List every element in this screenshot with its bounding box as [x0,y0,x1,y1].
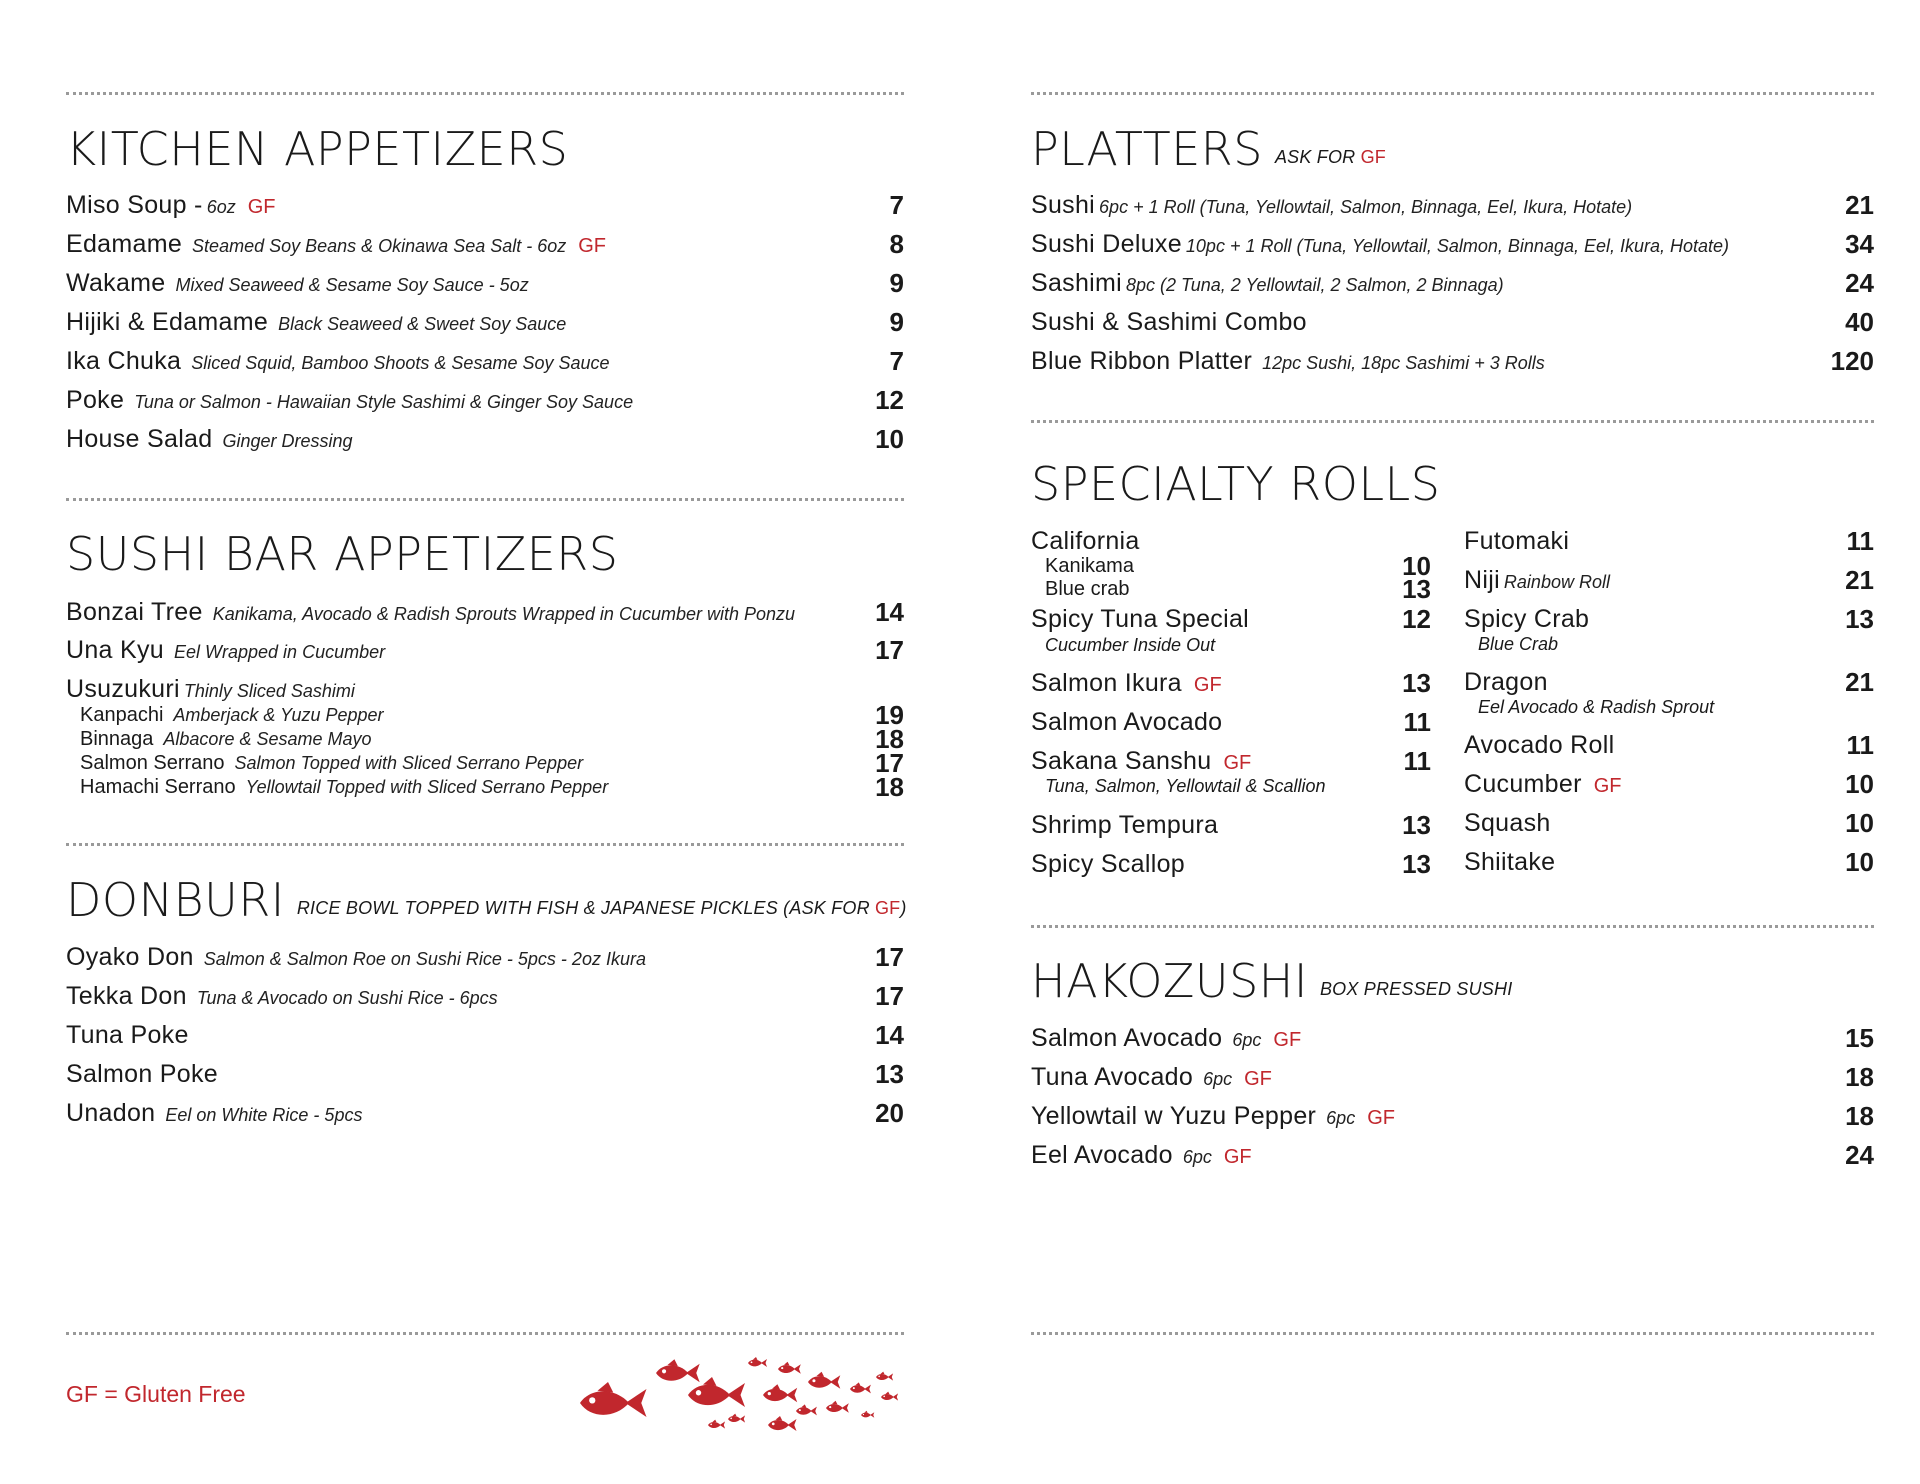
item-name: Eel Avocado [1031,1141,1173,1169]
divider [1031,925,1874,928]
gluten-free-legend: GF = Gluten Free [66,1381,246,1407]
item-price: 10 [1845,808,1874,838]
item-price: 21 [1845,565,1874,595]
item-price: 11 [1846,526,1874,556]
item-price: 14 [875,597,904,627]
menu-item [66,190,904,220]
item-price: 9 [889,268,904,298]
item-name: Dragon [1464,668,1548,696]
menu-item [1031,1101,1874,1131]
item-name: Futomaki [1464,527,1570,555]
divider [1031,1332,1874,1335]
item-name: Spicy Tuna Special [1031,605,1250,633]
item-note: Cucumber Inside Out [1045,635,1216,655]
item-name: Tekka Don [66,982,187,1010]
sub-item-price: 18 [875,772,904,802]
menu-item [1031,810,1431,840]
item-note: Eel Avocado & Radish Sprout [1478,697,1715,717]
fish-icon [796,1404,817,1415]
donburi-heading: DONBURI RICE BOWL TOPPED WITH FISH & JAPANESE PICKLES (ASK FOR GF) [66,873,907,927]
item-name: Cucumber [1464,770,1582,798]
item-name: Avocado Roll [1464,731,1615,759]
divider [66,1332,904,1335]
sub-item-desc: Albacore & Sesame Mayo [163,729,372,749]
sub-item-name: Blue crab [1045,578,1130,600]
item-desc: Mixed Seaweed & Sesame Soy Sauce - 5oz [175,275,529,295]
menu-item [1031,1023,1874,1053]
item-name: Ika Chuka [66,347,182,375]
item-name: California [1031,527,1140,555]
item-price: 13 [875,1059,904,1089]
item-desc: Salmon & Salmon Roe on Sushi Rice - 5pcs - 2oz Ikura [203,949,646,969]
item-price: 11 [1846,730,1874,760]
item-name: House Salad [66,425,213,453]
gf-marker: GF [1223,1146,1252,1168]
item-name: Blue Ribbon Platter [1031,347,1253,375]
menu-item [1031,229,1874,259]
item-price: 10 [875,424,904,454]
item-price: 17 [875,981,904,1011]
fish-icon [881,1392,898,1401]
menu-item [1031,1140,1874,1170]
item-price: 7 [889,190,904,220]
item-price: 12 [1402,604,1431,634]
sub-item-name: Hamachi Serrano [80,776,236,798]
fish-icon [708,1420,725,1429]
menu-item [1464,769,1874,799]
fish-icon [768,1416,797,1431]
sub-item-price: 18 [875,724,904,754]
menu-item [66,1020,904,1050]
gf-marker: GF [247,196,276,218]
specialty-rolls-heading: SPECIALTY ROLLS [1031,457,1441,511]
item-name: Bonzai Tree [66,598,203,626]
menu-item [66,1098,904,1128]
divider [66,843,904,846]
item-price: 24 [1845,1140,1874,1170]
fish-icon [656,1359,700,1382]
menu-item [66,268,904,298]
item-name: Shiitake [1464,848,1556,876]
kitchen-appetizers-heading: KITCHEN APPETIZERS [66,122,569,176]
item-desc: 6pc [1182,1147,1212,1167]
hakozushi-subtitle: BOX PRESSED SUSHI [1319,979,1513,999]
item-name: Edamame [66,230,183,258]
menu-item [1031,746,1431,776]
donburi-subtitle: RICE BOWL TOPPED WITH FISH & JAPANESE PICKLES (ASK FOR GF) [296,898,907,918]
menu-item [1031,1062,1874,1092]
menu-item [1464,604,1874,634]
divider [1031,92,1874,95]
menu-item [66,229,904,259]
item-desc: 6oz [206,197,236,217]
item-name: Squash [1464,809,1551,837]
fish-icon [763,1384,797,1402]
item-price: 9 [889,307,904,337]
item-desc: 8pc (2 Tuna, 2 Yellowtail, 2 Salmon, 2 Binnaga) [1126,275,1504,295]
item-name: Miso Soup - [66,191,203,219]
sub-item [80,748,904,778]
sub-item-price: 10 [1402,551,1431,581]
menu-item [1464,808,1874,838]
menu-item [1031,268,1874,298]
item-note: Blue Crab [1478,634,1559,654]
item-desc: Kanikama, Avocado & Radish Sprouts Wrapped in Cucumber with Ponzu [212,604,796,624]
item-price: 13 [1402,849,1431,879]
item-desc: 10pc + 1 Roll (Tuna, Yellowtail, Salmon, Binnaga, Eel, Ikura, Hotate) [1185,236,1730,256]
gf-marker: GF [1223,752,1252,774]
item-price: 13 [1402,668,1431,698]
menu-item [1464,667,1874,697]
item-price: 21 [1845,667,1874,697]
item-desc: 6pc [1203,1069,1233,1089]
menu-item [66,424,904,454]
sub-item-name: Salmon Serrano [80,752,225,774]
divider [66,498,904,501]
item-desc: Rainbow Roll [1503,572,1610,592]
platters-subtitle: ASK FOR GF [1274,147,1386,167]
sub-item [1045,574,1431,604]
menu-item [66,981,904,1011]
sub-item-name: Kanpachi [80,704,164,726]
item-price: 18 [1845,1062,1874,1092]
item-name: Yellowtail w Yuzu Pepper [1031,1102,1317,1130]
item-desc: Thinly Sliced Sashimi [183,681,355,701]
item-desc: 6pc [1232,1030,1262,1050]
item-name: Sakana Sanshu [1031,747,1212,775]
menu-item [1031,849,1431,879]
item-name: Una Kyu [66,636,164,664]
gf-marker: GF [1244,1068,1272,1090]
fish-icon [580,1382,647,1417]
menu-item [66,942,904,972]
item-price: 17 [875,942,904,972]
menu-item [1031,707,1431,737]
menu-item [66,385,904,415]
item-desc: Sliced Squid, Bamboo Shoots & Sesame Soy Sauce [191,353,610,373]
menu-item [66,1059,904,1089]
hakozushi-heading: HAKOZUSHI BOX PRESSED SUSHI [1031,954,1513,1008]
item-name: Niji [1464,566,1500,594]
item-desc: Tuna or Salmon - Hawaiian Style Sashimi & Ginger Soy Sauce [134,392,634,412]
fish-icon [728,1414,745,1423]
fish-icon [748,1357,767,1367]
item-desc: Black Seaweed & Sweet Soy Sauce [278,314,567,334]
sub-item [80,700,904,730]
item-name: Shrimp Tempura [1031,811,1219,839]
fish-school-icon [578,1355,904,1435]
sub-item-price: 19 [875,700,904,730]
menu-item [1031,190,1874,220]
item-name: Salmon Ikura [1031,669,1182,697]
sushi-bar-appetizers-heading: SUSHI BAR APPETIZERS [66,527,619,581]
item-price: 18 [1845,1101,1874,1131]
item-price: 20 [875,1098,904,1128]
item-desc: Eel on White Rice - 5pcs [165,1105,363,1125]
item-desc: Eel Wrapped in Cucumber [174,642,386,662]
menu-item [1464,526,1874,556]
item-name: Poke [66,386,125,414]
item-price: 10 [1845,769,1874,799]
divider [1031,420,1874,423]
item-name: Wakame [66,269,166,297]
fish-icon [688,1377,745,1407]
item-name: Unadon [66,1099,156,1127]
gf-marker: GF [1367,1107,1395,1129]
item-price: 21 [1845,190,1874,220]
item-desc: 12pc Sushi, 18pc Sashimi + 3 Rolls [1262,353,1545,373]
item-name: Sashimi [1031,269,1123,297]
fish-icon [778,1362,801,1374]
item-name: Salmon Avocado [1031,1024,1223,1052]
sub-item-price: 17 [875,748,904,778]
sub-item-desc: Yellowtail Topped with Sliced Serrano Pepper [245,777,609,797]
item-price: 7 [889,346,904,376]
sub-item [1045,551,1431,581]
item-name: Spicy Crab [1464,605,1590,633]
menu-item [66,346,904,376]
item-name: Hijiki & Edamame [66,308,269,336]
item-name: Usuzukuri [66,675,180,703]
item-name: Sushi Deluxe [1031,230,1182,258]
fish-icon [850,1382,871,1393]
item-price: 13 [1845,604,1874,634]
sub-item-desc: Amberjack & Yuzu Pepper [173,705,384,725]
item-name: Tuna Avocado [1031,1063,1194,1091]
item-price: 13 [1402,810,1431,840]
item-price: 15 [1845,1023,1874,1053]
item-name: Oyako Don [66,943,194,971]
menu-item [1031,346,1874,376]
menu-item [1031,307,1874,337]
item-price: 40 [1845,307,1874,337]
divider [66,92,904,95]
item-name: Tuna Poke [66,1021,189,1049]
gf-marker: GF [1593,775,1622,797]
item-desc: Ginger Dressing [222,431,353,451]
item-desc: 6pc + 1 Roll (Tuna, Yellowtail, Salmon, Binnaga, Eel, Ikura, Hotate) [1099,197,1633,217]
fish-icon [826,1401,849,1413]
item-name: Spicy Scallop [1031,850,1185,878]
item-price: 17 [875,635,904,665]
item-desc: 6pc [1326,1108,1356,1128]
menu-item [1464,847,1874,877]
menu-item [1031,668,1431,698]
item-name: Salmon Poke [66,1060,218,1088]
item-name: Salmon Avocado [1031,708,1223,736]
gf-marker: GF [1273,1029,1302,1051]
item-desc: Tuna & Avocado on Sushi Rice - 6pcs [196,988,498,1008]
menu-item [1031,526,1431,556]
sub-item-name: Kanikama [1045,555,1134,577]
item-name: Sushi [1031,191,1096,219]
item-desc: Steamed Soy Beans & Okinawa Sea Salt - 6oz [192,236,567,256]
item-price: 8 [889,229,904,259]
menu-item [1464,565,1874,595]
item-price: 24 [1845,268,1874,298]
menu-item [66,597,904,627]
item-price: 10 [1845,847,1874,877]
item-price: 120 [1830,346,1874,376]
fish-icon [861,1411,874,1418]
item-name: Sushi & Sashimi Combo [1031,308,1307,336]
sub-item [80,772,904,802]
sub-item [80,724,904,754]
item-price: 12 [875,385,904,415]
fish-icon [876,1372,893,1381]
sub-item-desc: Salmon Topped with Sliced Serrano Pepper [234,753,584,773]
menu-item [66,307,904,337]
item-price: 11 [1403,746,1431,776]
item-price: 34 [1845,229,1874,259]
menu-item [66,674,904,704]
menu-item [66,635,904,665]
gf-marker: GF [1193,674,1222,696]
item-price: 14 [875,1020,904,1050]
gf-marker: GF [578,235,607,257]
item-price: 11 [1403,707,1431,737]
menu-item [1031,604,1431,634]
menu-item [1464,730,1874,760]
fish-icon [808,1372,840,1389]
item-note: Tuna, Salmon, Yellowtail & Scallion [1045,776,1326,796]
platters-heading: PLATTERS ASK FOR GF [1031,122,1386,176]
sub-item-price: 13 [1402,574,1431,604]
sub-item-name: Binnaga [80,728,154,750]
